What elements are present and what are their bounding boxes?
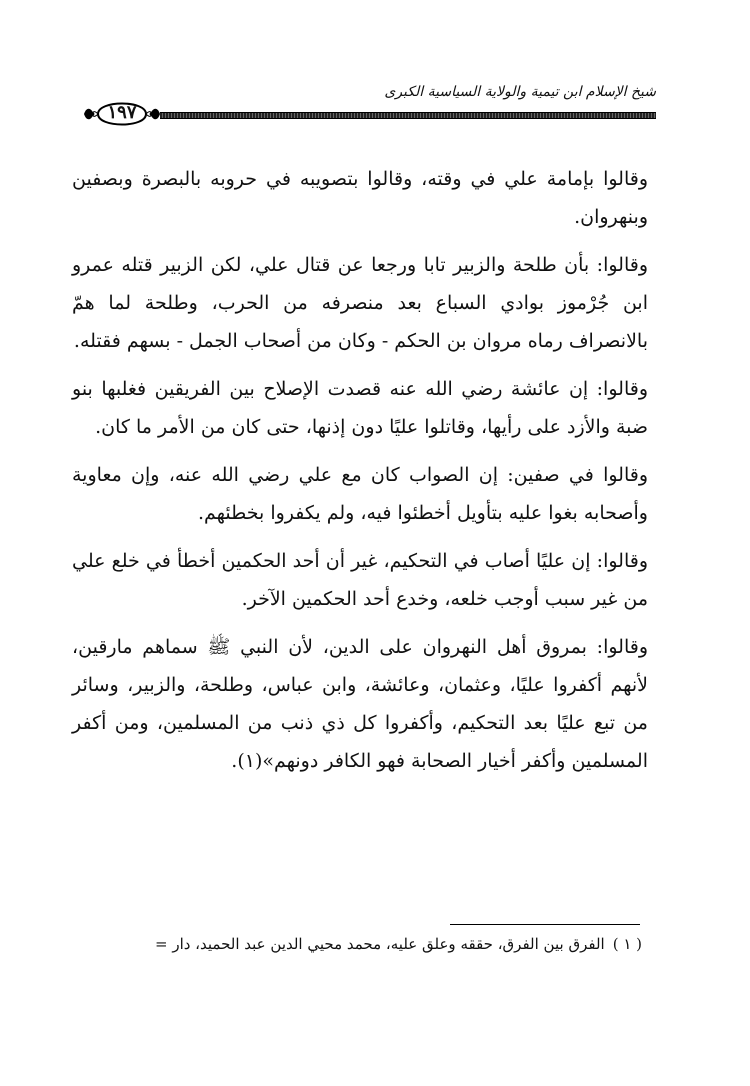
running-title: شيخ الإسلام ابن تيمية والولاية السياسية الكبرى <box>384 84 656 100</box>
paragraph: وقالوا: إن عائشة رضي الله عنه قصدت الإصلاح بين الفريقين فغلبها بنو ضبة والأزد على رأيها، وقاتلوا عليًا دون إذنها، حتى كان من الأمر ما كان. <box>72 378 648 438</box>
paragraph: وقالوا: إن عليًا أصاب في التحكيم، غير أن أحد الحكمين أخطأ في خلع علي من غير سبب أوجب خلعه، وخدع أحد الحكمين الآخر. <box>72 550 648 610</box>
body-text <box>72 160 648 790</box>
page-number-badge <box>84 94 160 134</box>
footnote <box>60 932 642 956</box>
paragraph: وقالوا: بأن طلحة والزبير تابا ورجعا عن قتال علي، لكن الزبير قتله عمرو ابن جُرْموز بوادي السباع بعد منصرفه من الحرب، وطلحة لما همّ بالانصراف رماه مروان بن الحكم - وكان من أصحاب الجمل - بسهم فقتله. <box>72 254 648 352</box>
paragraph: وقالوا: بمروق أهل النهروان على الدين، لأن النبي ﷺ سماهم مارقين، لأنهم أكفروا عليًا، وعثمان، وعائشة، وابن عباس، وطلحة، والزبير، وسائر من تبع عليًا بعد التحكيم، وأكفروا كل ذي ذنب من المسلمين، ومن أكفر المسلمين وأكفر أخيار الصحابة فهو الكافر دونهم»(١). <box>72 636 648 772</box>
footnote-marker: ( ١ ) <box>612 935 642 953</box>
page-header <box>60 72 656 142</box>
paragraph: وقالوا بإمامة علي في وقته، وقالوا بتصويبه في حروبه بالبصرة وبصفين وبنهروان. <box>72 168 648 228</box>
page-number: ١٩٧ <box>107 102 137 123</box>
footnote-separator <box>450 924 640 925</box>
footnote-text: الفرق بين الفرق، حققه وعلق عليه، محمد محيي الدين عبد الحميد، دار = <box>154 935 605 953</box>
paragraph: وقالوا في صفين: إن الصواب كان مع علي رضي الله عنه، وإن معاوية وأصحابه بغوا عليه بتأويل أخطئوا فيه، ولم يكفروا بخطئهم. <box>72 464 648 524</box>
header-rule <box>160 112 656 119</box>
